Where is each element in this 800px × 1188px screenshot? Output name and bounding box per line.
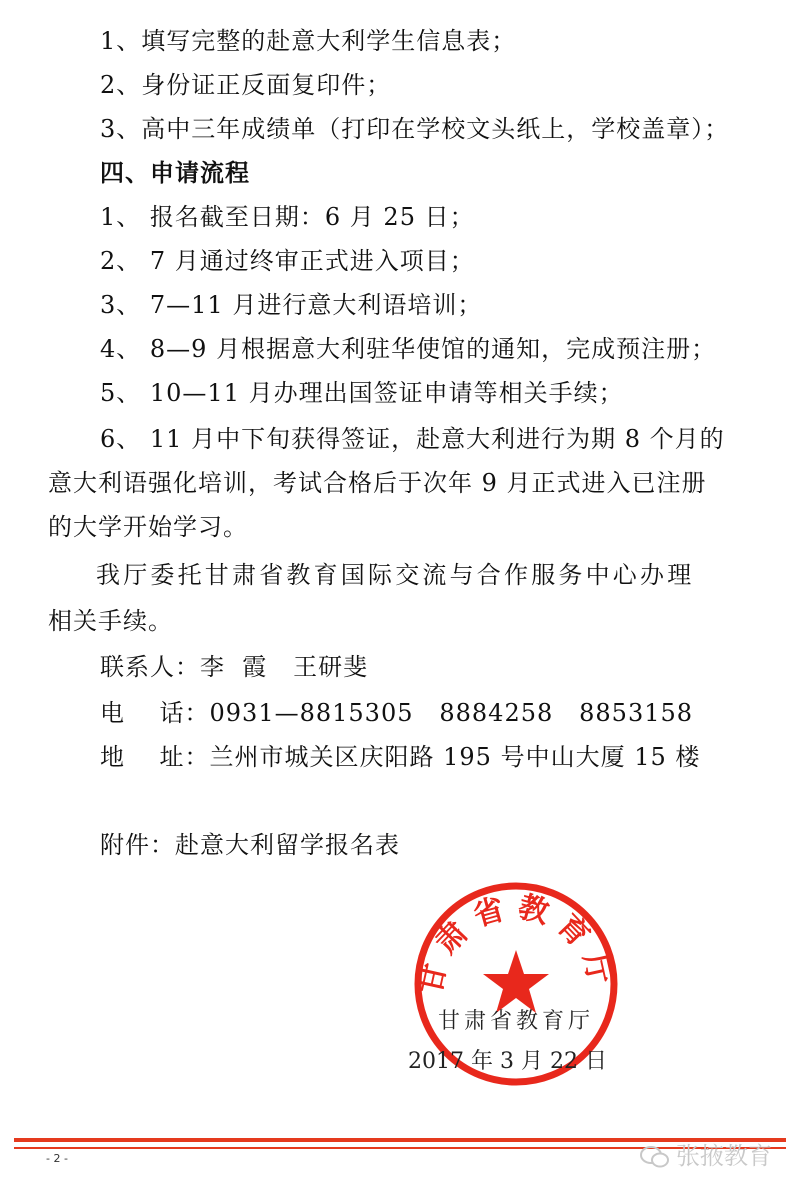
signature-date: 2017 年 3 月 22 日 — [408, 1049, 607, 1074]
page-number: - 2 - — [46, 1152, 68, 1165]
seal-text: 甘肃省教育厅 — [413, 889, 619, 998]
process-step-6-line-1: 6、 11 月中下旬获得签证，赴意大利进行为期 8 个月的 — [100, 425, 725, 453]
contact-persons: 联系人：李 霞 王研斐 — [100, 653, 369, 681]
process-step-1: 1、 报名截至日期：6 月 25 日； — [100, 203, 475, 231]
contact-phone: 电 话：0931—8815305 8884258 8853158 — [100, 699, 694, 727]
delegation-line-2: 相关手续。 — [48, 607, 173, 635]
watermark-text: 张掖教育 — [676, 1142, 772, 1170]
material-item-1: 1、填写完整的赴意大利学生信息表； — [100, 27, 517, 55]
process-step-5: 5、 10—11 月办理出国签证申请等相关手续； — [100, 379, 624, 407]
process-step-6-line-2: 意大利语强化培训，考试合格后于次年 9 月正式进入已注册 — [48, 469, 707, 497]
wechat-icon — [640, 1145, 670, 1169]
watermark — [640, 1136, 772, 1171]
process-step-4: 4、 8—9 月根据意大利驻华使馆的通知，完成预注册； — [100, 335, 717, 363]
contact-address: 地 址：兰州市城关区庆阳路 195 号中山大厦 15 楼 — [100, 743, 701, 771]
material-item-2: 2、身份证正反面复印件； — [100, 71, 392, 99]
process-step-2: 2、 7 月通过终审正式进入项目； — [100, 247, 475, 275]
process-step-3: 3、 7—11 月进行意大利语培训； — [100, 291, 483, 319]
signature-org: 甘肃省教育厅 — [438, 1009, 595, 1034]
attachment-note: 附件：赴意大利留学报名表 — [100, 831, 400, 859]
process-step-6-line-3: 的大学开始学习。 — [48, 513, 248, 541]
section-heading: 四、申请流程 — [100, 159, 250, 187]
delegation-line-1: 我厅委托甘肃省教育国际交流与合作服务中心办理 — [96, 561, 695, 589]
material-item-3: 3、高中三年成绩单（打印在学校文头纸上，学校盖章）； — [100, 115, 730, 143]
